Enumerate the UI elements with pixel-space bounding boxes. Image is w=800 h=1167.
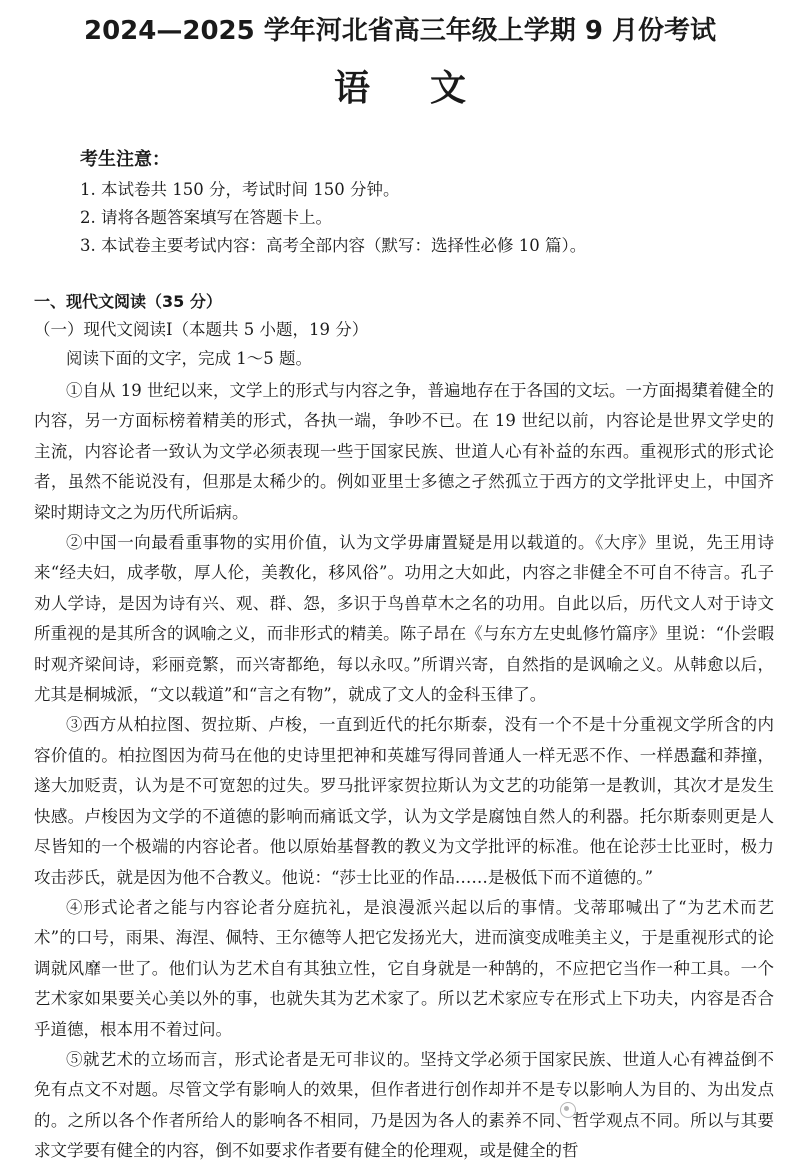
candidate-notes: [80, 146, 740, 260]
watermark: [560, 1102, 580, 1118]
passage-paragraph: ②中国一向最看重事物的实用价值，认为文学毋庸置疑是用以载道的。《大序》里说，先王用诗来“经夫妇，成孝敬，厚人伦，美教化，移风俗”。功用之大如此，内容之非健全不可自不待言。孔子劝人学诗，是因为诗有兴、观、群、怨，多识于鸟兽草木之名的功用。自此以后，历代文人对于诗文所重视的是其所含的讽喻之义，而非形式的精美。陈子昂在《与东方左史虬修竹篇序》里说：“仆尝暇时观齐梁间诗，彩丽竞繁，而兴寄都绝，每以永叹。”所谓兴寄，自然指的是讽喻之义。从韩愈以后，尤其是桐城派，“文以载道”和“言之有物”，就成了文人的金科玉律了。: [34, 533, 774, 705]
notes-item: 1. 本试卷共 150 分，考试时间 150 分钟。: [80, 180, 400, 199]
section-heading: 一、现代文阅读（35 分）: [34, 292, 222, 311]
watermark-logo-icon: [560, 1102, 576, 1118]
exam-title: 2024—2025 学年河北省高三年级上学期 9 月份考试: [84, 16, 716, 46]
passage-paragraph: ④形式论者之能与内容论者分庭抗礼，是浪漫派兴起以后的事情。戈蒂耶喊出了“为艺术而艺术”的口号，雨果、海涅、佩特、王尔德等人把它发扬光大，进而演变成唯美主义，于是重视形式的论调就风靡一世了。他们认为艺术自有其独立性，它自身就是一种鹄的，不应把它当作一种工具。一个艺术家如果要关心美以外的事，也就失其为艺术家了。所以艺术家应专在形式上下功夫，内容是否合乎道德，根本用不着过问。: [34, 897, 774, 1039]
reading-instruction: 阅读下面的文字，完成 1～5 题。: [66, 349, 312, 368]
subject-title: 语文: [333, 68, 526, 109]
subsection-heading: （一）现代文阅读Ⅰ（本题共 5 小题，19 分）: [34, 320, 369, 339]
notes-item: 3. 本试卷主要考试内容：高考全部内容（默写：选择性必修 10 篇）。: [80, 236, 587, 255]
passage-paragraph: ③西方从柏拉图、贺拉斯、卢梭，一直到近代的托尔斯泰，没有一个不是十分重视文学所含的内容价值的。柏拉图因为荷马在他的史诗里把神和英雄写得同普通人一样无恶不作、一样愚蠢和莽撞，遂大加贬责，认为是不可宽恕的过失。罗马批评家贺拉斯认为文艺的功能第一是教训，其次才是发生快感。卢梭因为文学的不道德的影响而痛诋文学，认为文学是腐蚀自然人的利器。托尔斯泰则更是人尽皆知的一个极端的内容论者。他以原始基督教的教义为文学批评的标准。他在论莎士比亚时，极力攻击莎氏，就是因为他不合教义。他说：“莎士比亚的作品……是极低下而不道德的。”: [34, 715, 774, 887]
notes-heading: 考生注意：: [80, 149, 170, 170]
notes-item: 2. 请将各题答案填写在答题卡上。: [80, 208, 332, 227]
reading-section: [34, 288, 774, 1167]
reading-passage: [34, 376, 774, 1167]
passage-paragraph: ⑤就艺术的立场而言，形式论者是无可非议的。坚持文学必须于国家民族、世道人心有裨益倒不免有点文不对题。尽管文学有影响人的效果，但作者进行创作却并不是专以影响人为目的、为出发点的。之所以各个作者所给人的影响各不相同，乃是因为各人的素养不同、哲学观点不同。所以与其要求文学要有健全的内容，倒不如要求作者要有健全的伦理观，或是健全的哲: [34, 1049, 774, 1161]
passage-paragraph: ①自从 19 世纪以来，文学上的形式与内容之争，普遍地存在于各国的文坛。一方面揭橥着健全的内容，另一方面标榜着精美的形式，各执一端，争吵不已。在 19 世纪以前，内容论是世界文学史的主流，内容论者一致认为文学必须表现一些于国家民族、世道人心有补益的东西。重视形式的形式论者，虽然不能说没有，但那是太稀少的。例如亚里士多德之孑然孤立于西方的文学批评史上，中国齐梁时期诗文之为历代所诟病。: [34, 381, 774, 522]
